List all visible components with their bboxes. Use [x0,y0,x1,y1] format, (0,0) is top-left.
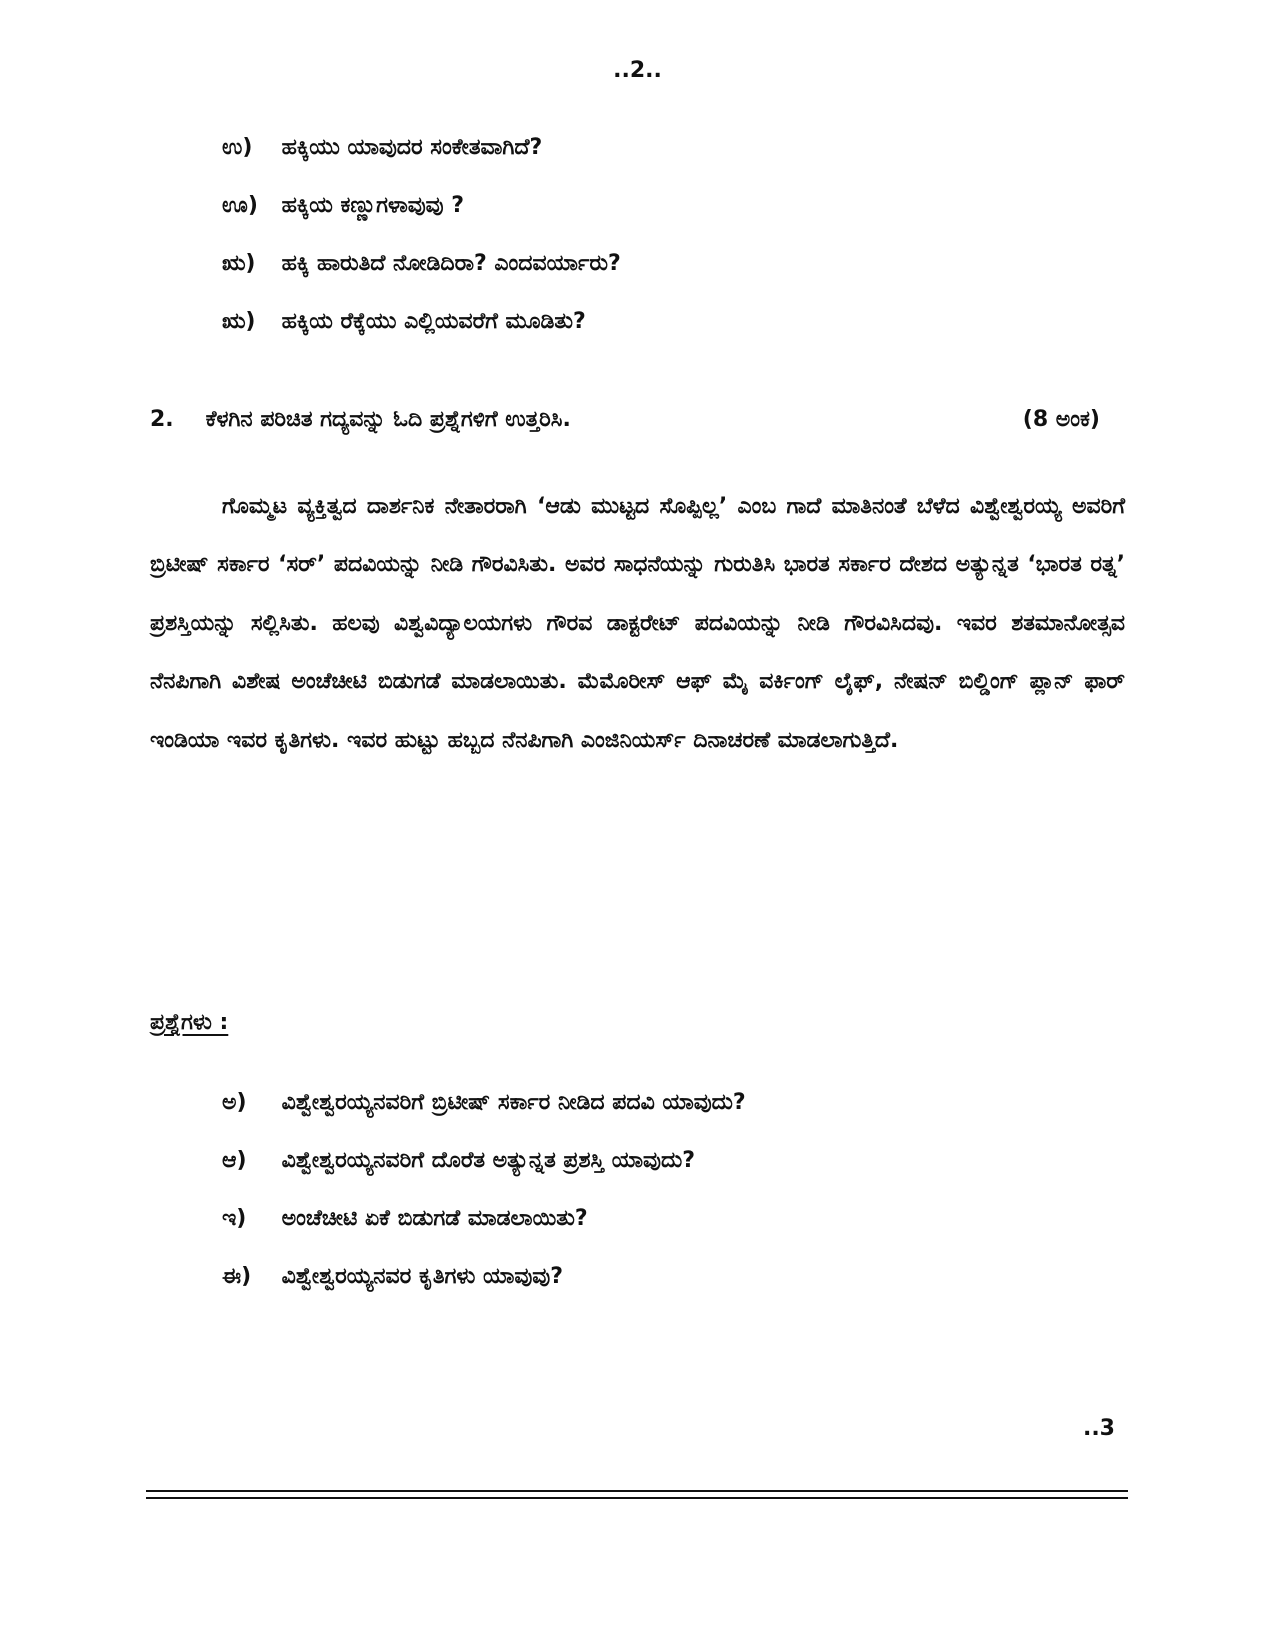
question-text: ಹಕ್ಕಿಯ ರೆಕ್ಕೆಯು ಎಲ್ಲಿಯವರೆಗೆ ಮೂಡಿತು? [281,309,586,334]
page-number: ..2.. [613,58,662,83]
question-list-part2 [222,1085,1122,1317]
next-page-marker: ..3 [1082,1416,1115,1441]
question-marker: ಆ) [222,1148,247,1173]
question-text: ಹಕ್ಕಿಯು ಯಾವುದರ ಸಂಕೇತವಾಗಿದೆ? [281,135,543,160]
passage-text: ಗೊಮ್ಮಟ ವ್ಯಕ್ತಿತ್ವದ ದಾರ್ಶನಿಕ ನೇತಾರರಾಗಿ ‘ಆಡು ಮುಟ್ಟದ ಸೊಪ್ಪಿಲ್ಲ’ ಎಂಬ ಗಾದೆ ಮಾತಿನಂತೆ ಬೆಳೆದ ವಿಶ್ವೇಶ್ವರಯ್ಯ ಅವರಿಗೆ ಬ್ರಿಟೀಷ್ ಸರ್ಕಾರ ‘ಸರ್’ ಪದವಿಯನ್ನು ನೀಡಿ ಗೌರವಿಸಿತು. ಅವರ ಸಾಧನೆಯನ್ನು ಗುರುತಿಸಿ ಭಾರತ ಸರ್ಕಾರ ದೇಶದ ಅತ್ಯುನ್ನತ ‘ಭಾರತ ರತ್ನ’ ಪ್ರಶಸ್ತಿಯನ್ನು ಸಲ್ಲಿಸಿತು. ಹಲವು ವಿಶ್ವವಿದ್ಯಾಲಯಗಳು ಗೌರವ ಡಾಕ್ಟರೇಟ್ ಪದವಿಯನ್ನು ನೀಡಿ ಗೌರವಿಸಿದವು. ಇವರ ಶತಮಾನೋತ್ಸವ ನೆನಪಿಗಾಗಿ ವಿಶೇಷ ಅಂಚೆಚೀಟಿ ಬಿಡುಗಡೆ ಮಾಡಲಾಯಿತು. ಮೆಮೊರೀಸ್ ಆಫ್ ಮೈ ವರ್ಕಿಂಗ್ ಲೈಫ್, ನೇಷನ್ ಬಿಲ್ಡಿಂಗ್ ಪ್ಲಾನ್ ಫಾರ್ ಇಂಡಿಯಾ ಇವರ ಕೃತಿಗಳು. ಇವರ ಹುಟ್ಟು ಹಬ್ಬದ ನೆನಪಿಗಾಗಿ ಎಂಜಿನಿಯರ್ಸ್ ದಿನಾಚರಣೆ ಮಾಡಲಾಗುತ್ತಿದೆ. [150,494,1125,753]
question-item [222,1259,1122,1317]
question-text: ಅಂಚೆಚೀಟಿ ಏಕೆ ಬಿಡುಗಡೆ ಮಾಡಲಾಯಿತು? [281,1206,588,1231]
question-text: ವಿಶ್ವೇಶ್ವರಯ್ಯನವರಿಗೆ ಬ್ರಿಟೀಷ್ ಸರ್ಕಾರ ನೀಡಿದ ಪದವಿ ಯಾವುದು? [281,1090,746,1115]
question-item [222,304,1122,362]
question-marker: ಈ) [222,1264,252,1289]
section-instruction: ಕೆಳಗಿನ ಪರಿಚಿತ ಗದ್ಯವನ್ನು ಓದಿ ಪ್ರಶ್ನೆಗಳಿಗೆ ಉತ್ತರಿಸಿ. [205,407,571,432]
question-item [222,1143,1122,1201]
questions-label: ಪ್ರಶ್ನೆಗಳು : [150,1010,229,1035]
question-marker: ಇ) [222,1206,247,1231]
question-item [222,130,1122,188]
question-marker: ಊ) [222,193,258,218]
section-heading [150,407,1100,432]
question-text: ವಿಶ್ವೇಶ್ವರಯ್ಯನವರಿಗೆ ದೊರೆತ ಅತ್ಯುನ್ನತ ಪ್ರಶಸ್ತಿ ಯಾವುದು? [281,1148,695,1173]
section-marks: (8 ಅಂಕ) [1022,407,1100,432]
question-item [222,1201,1122,1259]
footer-double-rule [146,1490,1128,1499]
question-item [222,188,1122,246]
question-marker: ಋ) [222,251,256,276]
question-text: ವಿಶ್ವೇಶ್ವರಯ್ಯನವರ ಕೃತಿಗಳು ಯಾವುವು? [281,1264,563,1289]
question-item [222,246,1122,304]
question-marker: ಋ) [222,309,256,334]
question-marker: ಅ) [222,1090,247,1115]
question-list-part1 [222,130,1122,362]
question-text: ಹಕ್ಕಿಯ ಕಣ್ಣುಗಳಾವುವು ? [281,193,465,218]
section-number: 2. [150,407,174,432]
question-marker: ಉ) [222,135,253,160]
question-text: ಹಕ್ಕಿ ಹಾರುತಿದೆ ನೋಡಿದಿರಾ? ಎಂದವರ್ಯಾರು? [281,251,621,276]
question-item [222,1085,1122,1143]
